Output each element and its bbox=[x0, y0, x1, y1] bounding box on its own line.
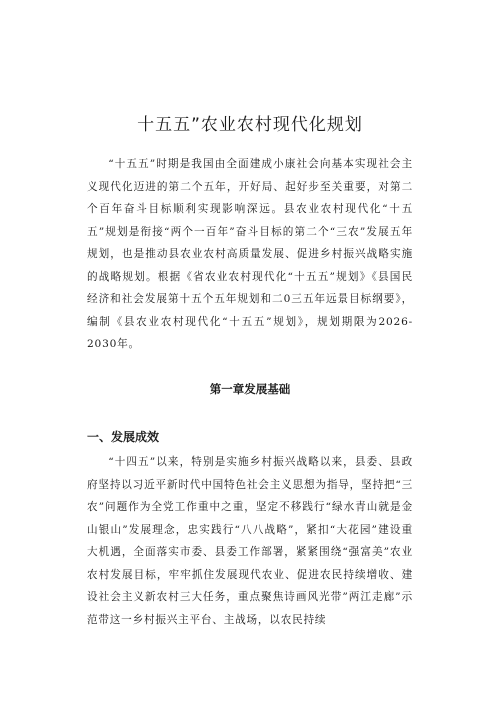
chapter-heading: 第一章发展基础 bbox=[209, 382, 291, 396]
section-paragraph: “十四五”以来，特别是实施乡村振兴战略以来，县委、县政府坚持以习近平新时代中国特色社会主义思想为指导，坚持把“三农”问题作为全党工作重中之重，坚定不移践行“绿水青山就是金山银山”发展理念，忠实践行“八八战略”，紧扣“大花园”建设重大机遇，全面落实市委、县委工作部署，紧紧围绕“强富美”农业农村发展目标，牢牢抓住发展现代农业、促进农民持续增收、建设社会主义新农村三大任务，重点聚焦诗画风光带”两江走廊”示范带这一乡村振兴主平台、主战场，以农民持续 bbox=[87, 456, 413, 626]
intro-paragraph: “十五五”时期是我国由全面建成小康社会向基本实现社会主义现代化迈进的第二个五年，开好局、起好步至关重要，对第二个百年奋斗目标顺利实现影响深远。县农业农村现代化“十五五”规划是衔接“两个一百年”奋斗目标的第二个“三农”发展五年规划，也是推动县农业农村高质量发展、促进乡村振兴战略实施的战略规划。根据《省农业农村现代化“十五五”规划》《县国民经济和社会发展第十五个五年规划和二0三五年远景目标纲要》，编制《县农业农村现代化“十五五”规划》，规划期限为2026-2030年。 bbox=[87, 158, 413, 350]
document-title: 十五五”农业农村现代化规划 bbox=[137, 115, 363, 135]
section-heading: 一、发展成效 bbox=[87, 430, 160, 444]
